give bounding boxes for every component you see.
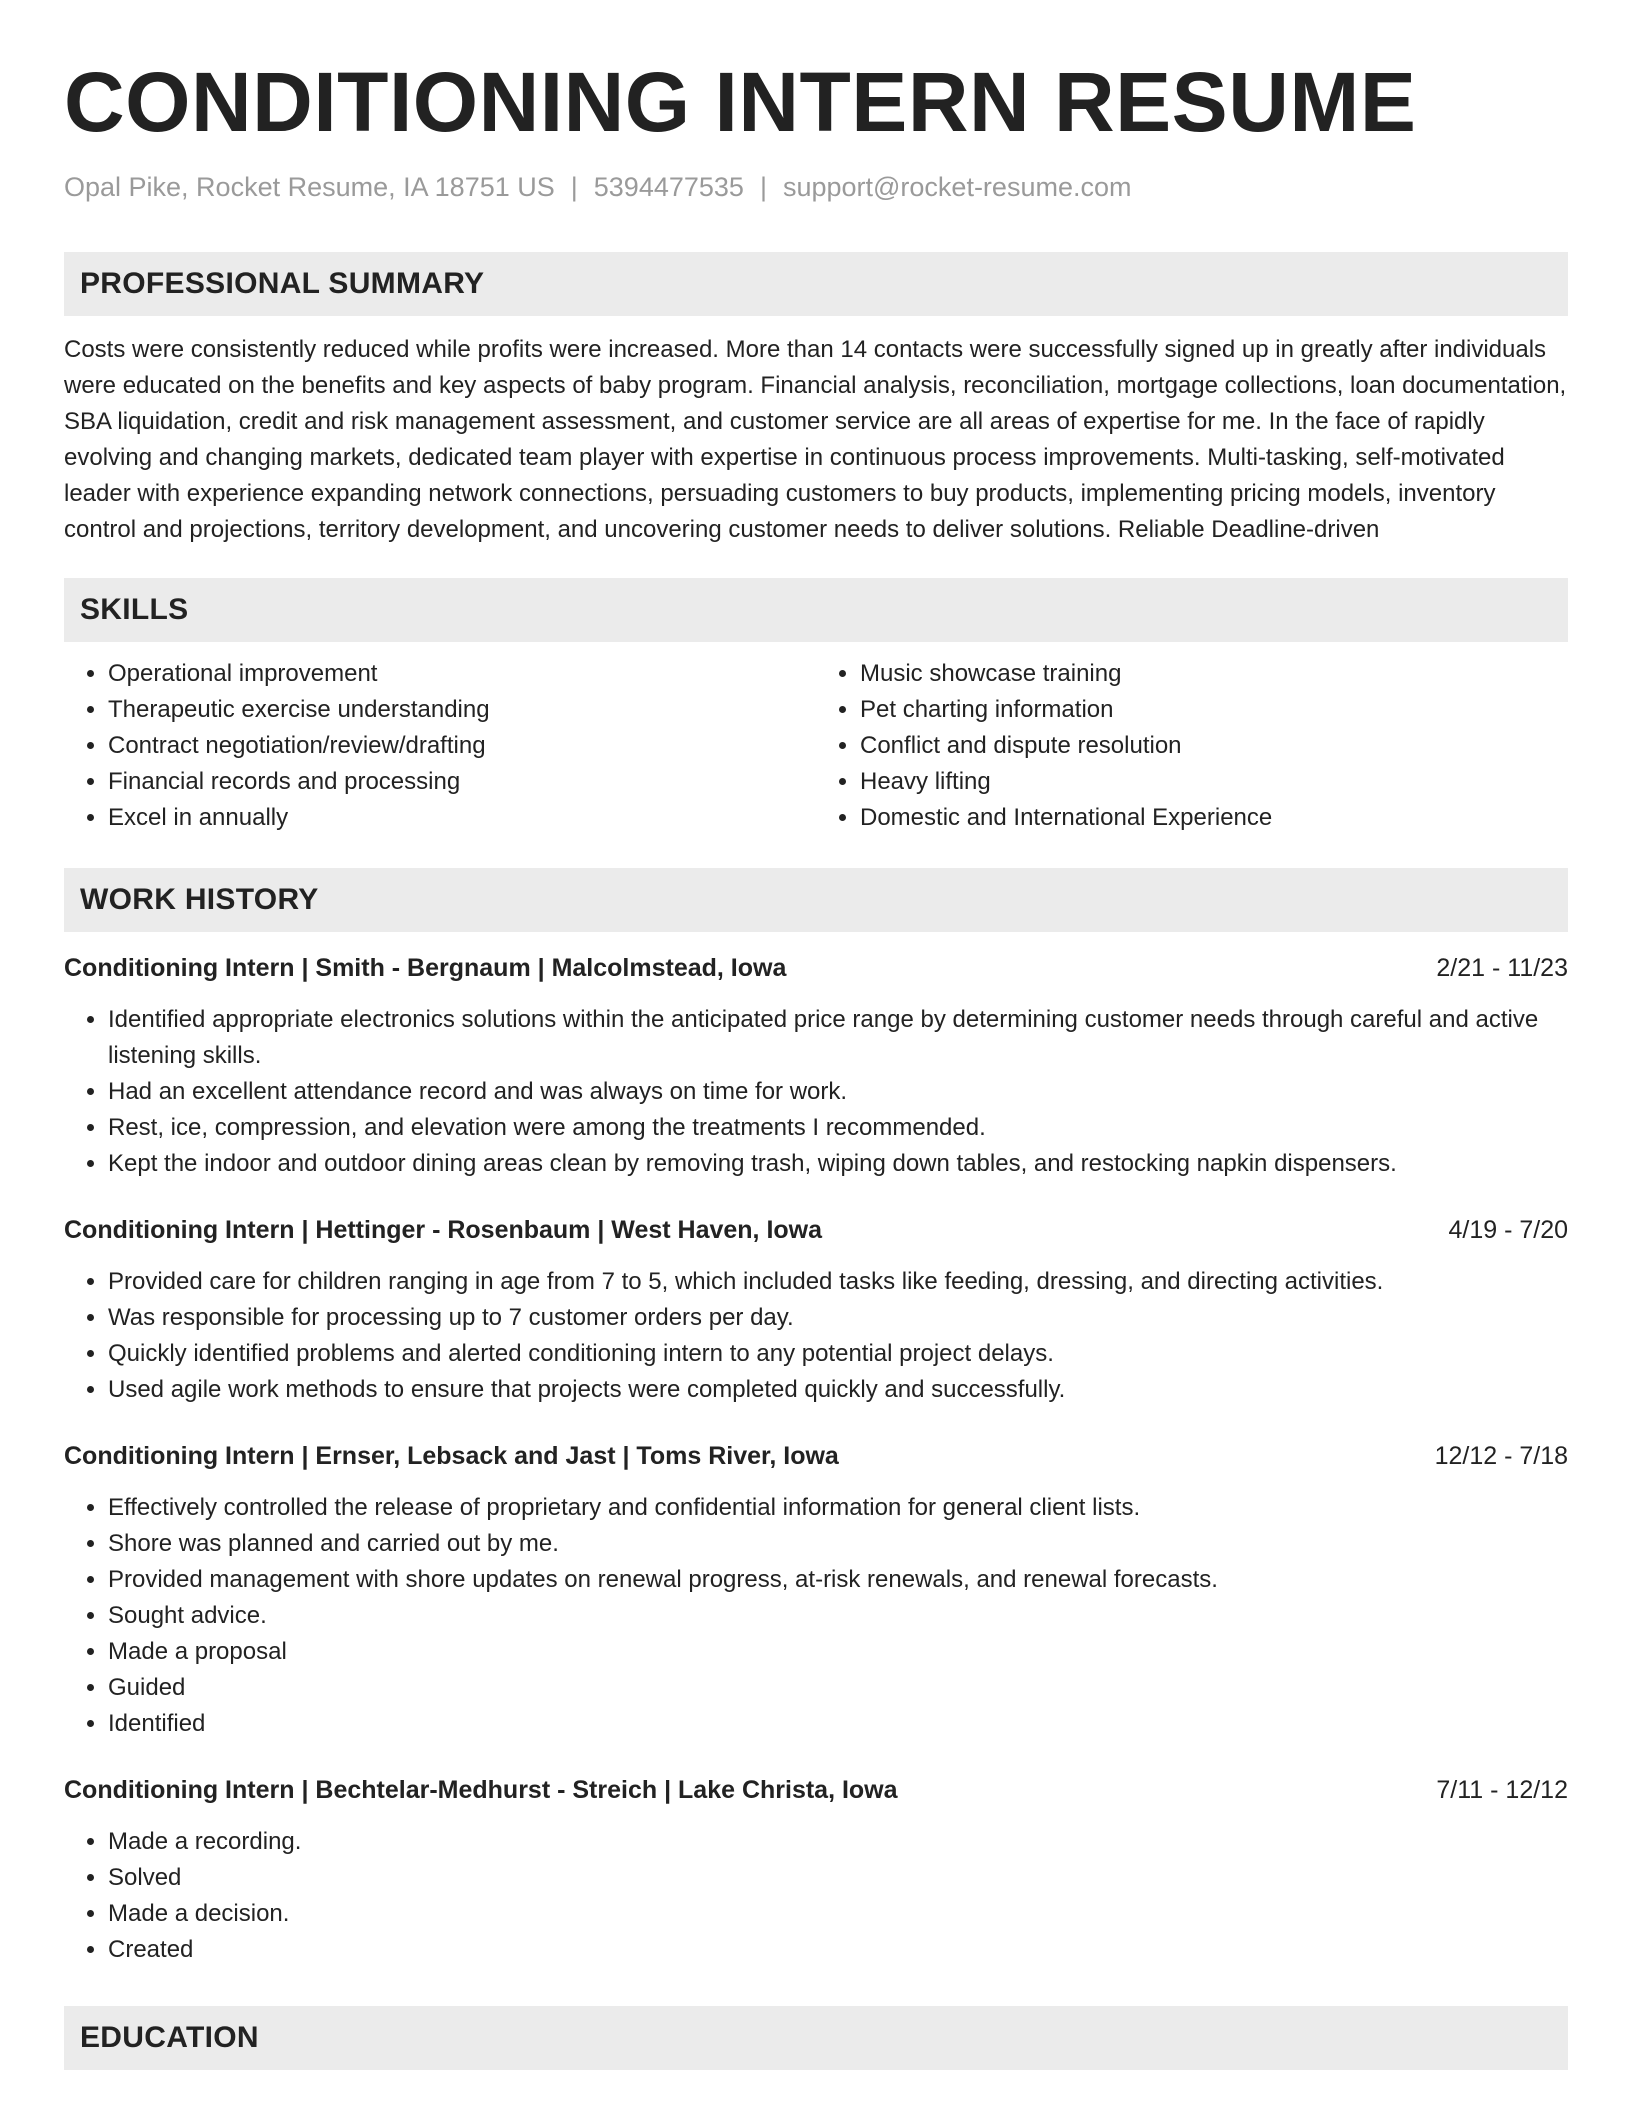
job-bullet: • Was responsible for processing up to 7 customer orders per day.: [108, 1300, 1568, 1336]
skill-item: • Contract negotiation/review/drafting: [108, 728, 816, 764]
skill-item: • Pet charting information: [860, 692, 1568, 728]
job-entry: [64, 1212, 1568, 1408]
skills-column-right: [816, 656, 1568, 836]
work-section-header: [64, 868, 1568, 932]
job-title: Conditioning Intern | Hettinger - Rosenbaum | West Haven, Iowa: [64, 1216, 823, 1244]
contact-address: Opal Pike, Rocket Resume, IA 18751 US: [64, 172, 555, 202]
job-bullet: • Guided: [108, 1670, 1568, 1706]
job-bullet: • Made a proposal: [108, 1634, 1568, 1670]
job-entry: [64, 1438, 1568, 1742]
job-bullet: • Made a recording.: [108, 1824, 1568, 1860]
job-bullet: • Sought advice.: [108, 1598, 1568, 1634]
job-title: Conditioning Intern | Bechtelar-Medhurst - Streich | Lake Christa, Iowa: [64, 1776, 898, 1804]
resume-title: CONDITIONING INTERN RESUME: [64, 55, 1417, 149]
skills-list: [64, 656, 1568, 836]
job-bullet: • Shore was planned and carried out by me.: [108, 1526, 1568, 1562]
education-heading: EDUCATION: [80, 2021, 259, 2054]
skill-item: • Excel in annually: [108, 800, 816, 836]
job-bullet: • Rest, ice, compression, and elevation were among the treatments I recommended.: [108, 1110, 1568, 1146]
skill-item: • Conflict and dispute resolution: [860, 728, 1568, 764]
job-bullets: [64, 1002, 1568, 1182]
skill-item: • Financial records and processing: [108, 764, 816, 800]
contact-email[interactable]: support@rocket-resume.com: [782, 172, 1132, 202]
job-bullets: [64, 1824, 1568, 1968]
job-dates: 12/12 - 7/18: [1434, 1442, 1568, 1470]
contact-separator: |: [570, 172, 578, 202]
job-bullets: [64, 1490, 1568, 1742]
job-dates: 2/21 - 11/23: [1436, 954, 1568, 982]
job-bullet: • Quickly identified problems and alerted conditioning intern to any potential project delays.: [108, 1336, 1568, 1372]
job-entry: [64, 950, 1568, 1182]
job-header: [64, 950, 1568, 986]
summary-text: Costs were consistently reduced while profits were increased. More than 14 contacts were successfully signed up in greatly after individuals were educated on the benefits and key aspects of baby program. Financial analysis, reconciliation, mortgage collections, loan documentation, SBA liquidation, credit and risk management assessment, and customer service are all areas of expertise for me. In the face of rapidly evolving and changing markets, dedicated team player with expertise in continuous process improvements. Multi-tasking, self-motivated leader with experience expanding network connections, persuading customers to buy products, implementing pricing models, inventory control and projections, territory development, and uncovering customer needs to deliver solutions. Reliable Deadline-driven: [64, 336, 1567, 543]
contact-phone: 5394477535: [593, 172, 744, 202]
summary-section-header: [64, 252, 1568, 316]
education-section-header: [64, 2006, 1568, 2070]
job-bullet: • Provided care for children ranging in age from 7 to 5, which included tasks like feeding, dressing, and directing activities.: [108, 1264, 1568, 1300]
summary-heading: PROFESSIONAL SUMMARY: [80, 267, 485, 300]
job-bullet: • Had an excellent attendance record and was always on time for work.: [108, 1074, 1568, 1110]
job-bullet: • Solved: [108, 1860, 1568, 1896]
skill-item: • Music showcase training: [860, 656, 1568, 692]
job-bullet: • Used agile work methods to ensure that projects were completed quickly and successfully.: [108, 1372, 1568, 1408]
job-bullet: • Created: [108, 1932, 1568, 1968]
skill-item: • Heavy lifting: [860, 764, 1568, 800]
work-heading: WORK HISTORY: [80, 883, 319, 916]
job-title: Conditioning Intern | Smith - Bergnaum | Malcolmstead, Iowa: [64, 954, 787, 982]
contact-separator: |: [759, 172, 767, 202]
job-header: [64, 1212, 1568, 1248]
job-dates: 7/11 - 12/12: [1436, 1776, 1568, 1804]
job-bullet: • Provided management with shore updates on renewal progress, at-risk renewals, and renewal forecasts.: [108, 1562, 1568, 1598]
skill-item: • Operational improvement: [108, 656, 816, 692]
skill-item: • Domestic and International Experience: [860, 800, 1568, 836]
job-bullets: [64, 1264, 1568, 1408]
job-bullet: • Made a decision.: [108, 1896, 1568, 1932]
job-bullet: • Identified appropriate electronics solutions within the anticipated price range by determining customer needs through careful and active listening skills.: [108, 1002, 1568, 1074]
skills-section-header: [64, 578, 1568, 642]
job-dates: 4/19 - 7/20: [1448, 1216, 1568, 1244]
skills-column-left: [64, 656, 816, 836]
job-bullet: • Effectively controlled the release of proprietary and confidential information for general client lists.: [108, 1490, 1568, 1526]
job-header: [64, 1438, 1568, 1474]
job-header: [64, 1772, 1568, 1808]
job-entry: [64, 1772, 1568, 1968]
job-bullet: • Kept the indoor and outdoor dining areas clean by removing trash, wiping down tables, and restocking napkin dispensers.: [108, 1146, 1568, 1182]
job-bullet: • Identified: [108, 1706, 1568, 1742]
skills-heading: SKILLS: [80, 593, 189, 626]
contact-line: [64, 170, 1568, 204]
skill-item: • Therapeutic exercise understanding: [108, 692, 816, 728]
job-title: Conditioning Intern | Ernser, Lebsack and Jast | Toms River, Iowa: [64, 1442, 839, 1470]
